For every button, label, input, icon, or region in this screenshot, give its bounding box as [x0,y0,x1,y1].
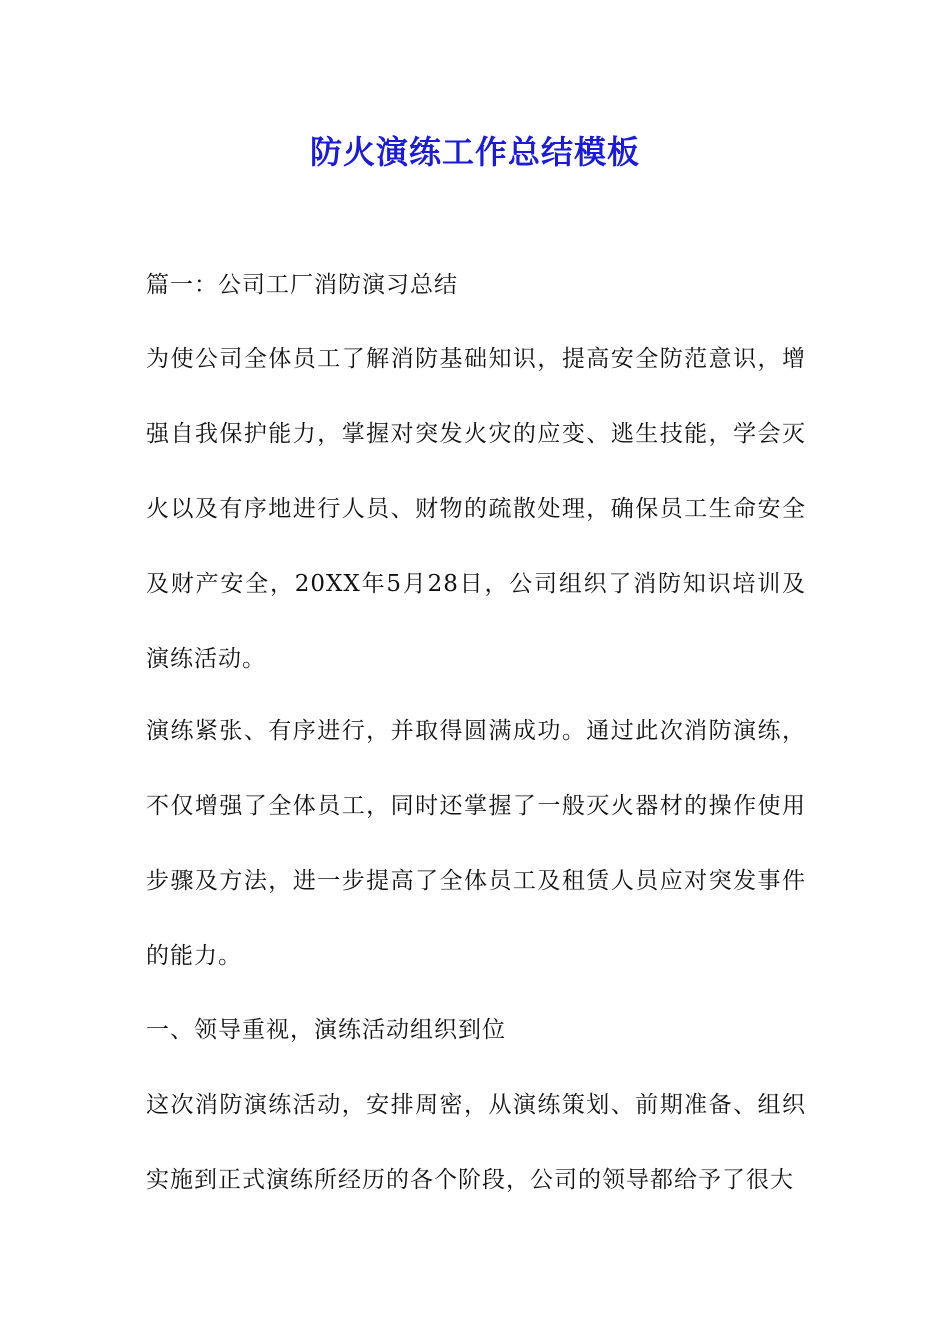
section-heading-text: 篇一：公司工厂消防演习总结 [146,272,458,298]
paragraph-2-text: 演练紧张、有序进行，并取得圆满成功。通过此次消防演练，不仅增强了全体员工，同时还掌握了一般灭火器材的操作使用步骤及方法，进一步提高了全体员工及租赁人员应对突发事件的能力。 [146,718,806,969]
paragraph-3-text: 这次消防演练活动，安排周密，从演练策划、前期准备、组织实施到正式演练所经历的各个阶段，公司的领导都给予了很大 [146,1092,806,1193]
paragraph-1-text: 为使公司全体员工了解消防基础知识，提高安全防范意识，增强自我保护能力，掌握对突发火灾的应变、逃生技能，学会灭火以及有序地进行人员、财物的疏散处理，确保员工生命安全及财产安全，20XX年5月28日，公司组织了消防知识培训及演练活动。 [146,346,806,672]
paragraph-2 [146,694,806,994]
paragraph-3 [146,1068,806,1218]
subheading-1 [146,993,806,1068]
section-heading [146,248,806,323]
subheading-1-text: 一、领导重视，演练活动组织到位 [146,1017,506,1043]
document-title: 防火演练工作总结模板 [309,133,640,171]
paragraph-1 [146,322,806,697]
